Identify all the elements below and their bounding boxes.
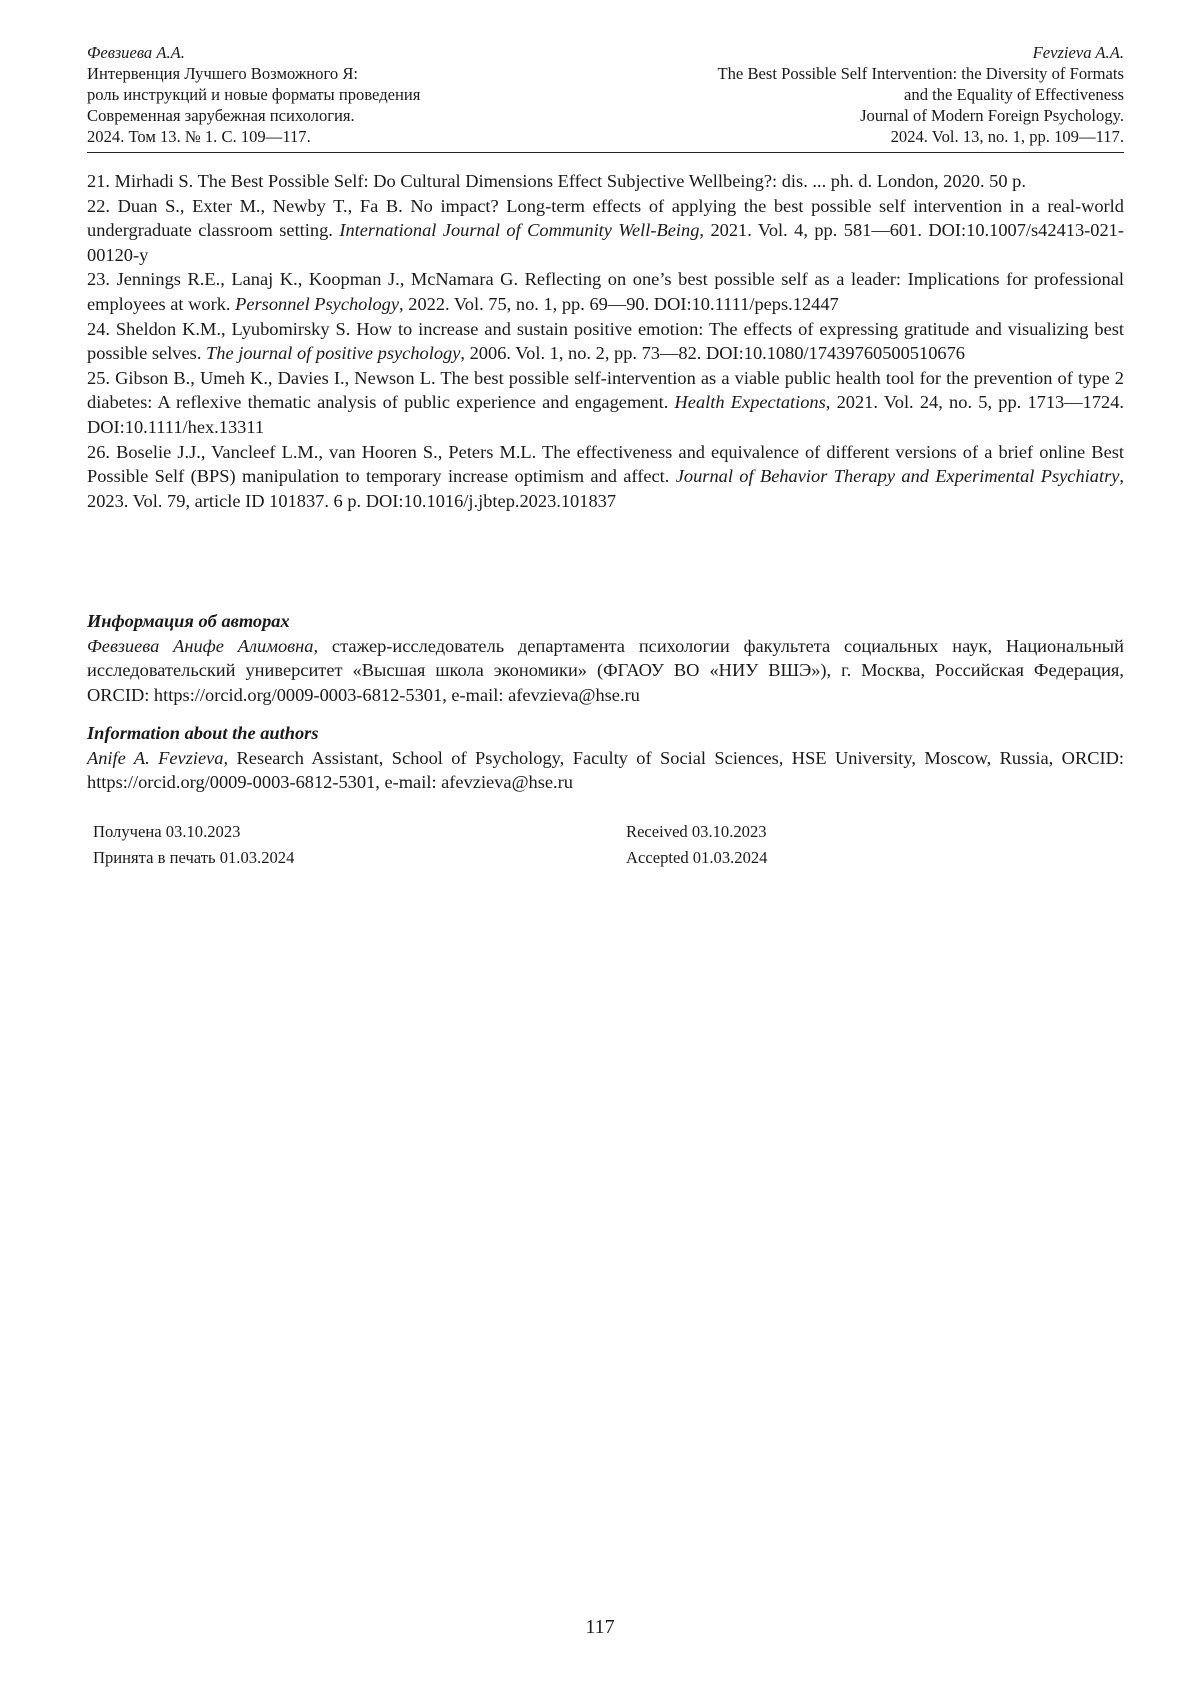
author-details-ru: стажер-исследователь департамента психологии факультета социальных наук, Национальный исследовательский университет «Высшая школа экономики» (ФГАОУ ВО «НИУ ВШЭ»), г. Москва, Российская Федерация, ORCID: https://orcid.org/0009-0003-6812-5301, e-mail: afevzieva@hse.ru <box>87 635 1124 705</box>
reference-item <box>87 317 1124 366</box>
received-date-ru: Получена 03.10.2023 <box>93 822 241 841</box>
author-name-ru: Февзиева Анифе Алимовна, <box>87 635 319 656</box>
accepted-date-en: Accepted 01.03.2024 <box>626 848 768 867</box>
header-author-ru: Февзиева А.А. <box>87 43 185 62</box>
reference-journal: Health Expectations <box>674 392 826 413</box>
author-name-en: Anife A. Fevzieva, <box>87 747 229 768</box>
header-author-en: Fevzieva A.A. <box>1032 43 1124 62</box>
header-journal-ru: Современная зарубежная психология. <box>87 106 355 125</box>
reference-text: 25. Gibson B., Umeh K., Davies I., Newson L. The best possible self-intervention as a viable public health tool for the prevention of type 2 diabetes: A reflexive thematic analysis of public experience and engagement. <box>87 367 1124 413</box>
reference-text: 26. Boselie J.J., Vancleef L.M., van Hooren S., Peters M.L. The effectiveness and equivalence of different versions of a brief online Best Possible Self (BPS) manipulation to temporary increase optimism and affect. <box>87 441 1124 487</box>
reference-text: 22. Duan S., Exter M., Newby T., Fa B. No impact? Long-term effects of applying the best possible self intervention in a real-world undergraduate classroom setting. <box>87 195 1124 241</box>
reference-journal: International Journal of Community Well-Being <box>339 220 700 241</box>
reference-details: , 2023. Vol. 79, article ID 101837. 6 p. DOI:10.1016/j.jbtep.2023.101837 <box>87 466 1124 511</box>
author-info-english <box>87 721 1124 795</box>
dates-english <box>626 819 767 871</box>
reference-details: , 2022. Vol. 75, no. 1, pp. 69—90. DOI:10.1111/peps.12447 <box>399 293 839 314</box>
author-info-heading-en: Information about the authors <box>87 723 319 743</box>
reference-list <box>87 169 1124 513</box>
dates-russian <box>93 819 294 871</box>
author-info-russian <box>87 609 1124 707</box>
reference-details: , 2021. Vol. 24, no. 5, pp. 1713—1724. DOI:10.1111/hex.13311 <box>87 392 1125 437</box>
reference-journal: The journal of positive psychology <box>206 343 461 364</box>
author-details-en: Research Assistant, School of Psychology, Faculty of Social Sciences, HSE University, Moscow, Russia, ORCID: https://orcid.org/0009-0003-6812-5301, e-mail: afevzieva@hse.ru <box>87 747 1125 793</box>
reference-text: 23. Jennings R.E., Lanaj K., Koopman J., McNamara G. Reflecting on one’s best possible self as a leader: Implications for professional employees at work. <box>87 269 1124 314</box>
reference-item <box>87 169 1124 194</box>
running-header-english <box>718 42 1125 147</box>
reference-journal: Personnel Psychology <box>235 293 400 314</box>
header-title-en-line1: The Best Possible Self Intervention: the Diversity of Formats <box>717 64 1124 83</box>
page-number: 117 <box>585 1616 615 1638</box>
running-header <box>87 42 1124 153</box>
reference-text: 24. Sheldon K.M., Lyubomirsky S. How to increase and sustain positive emotion: The effects of expressing gratitude and visualizing best possible selves. <box>87 318 1124 364</box>
header-title-ru-line2: роль инструкций и новые форматы проведения <box>87 85 421 104</box>
header-title-ru-line1: Интервенция Лучшего Возможного Я: <box>87 64 358 83</box>
reference-item <box>87 440 1124 514</box>
header-issue-ru: 2024. Том 13. № 1. С. 109—117. <box>87 127 311 146</box>
reference-item <box>87 267 1124 316</box>
received-date-en: Received 03.10.2023 <box>626 822 767 841</box>
author-info-heading-ru: Информация об авторах <box>87 611 290 631</box>
reference-item <box>87 366 1124 440</box>
reference-details: , 2006. Vol. 1, no. 2, pp. 73—82. DOI:10.1080/17439760500510676 <box>460 343 965 364</box>
reference-text: 21. Mirhadi S. The Best Possible Self: Do Cultural Dimensions Effect Subjective Wellbeing?: dis. ... ph. d. London, 2020. 50 p. <box>87 171 1026 191</box>
running-header-russian <box>87 42 420 147</box>
header-journal-en: Journal of Modern Foreign Psychology. <box>860 106 1124 125</box>
accepted-date-ru: Принята в печать 01.03.2024 <box>93 848 295 867</box>
header-issue-en: 2024. Vol. 13, no. 1, pp. 109—117. <box>890 127 1124 146</box>
reference-details: , 2021. Vol. 4, pp. 581—601. DOI:10.1007/s42413-021-00120-y <box>87 220 1124 265</box>
reference-item <box>87 194 1124 268</box>
reference-journal: Journal of Behavior Therapy and Experimental Psychiatry <box>675 466 1120 487</box>
header-title-en-line2: and the Equality of Effectiveness <box>904 85 1124 104</box>
